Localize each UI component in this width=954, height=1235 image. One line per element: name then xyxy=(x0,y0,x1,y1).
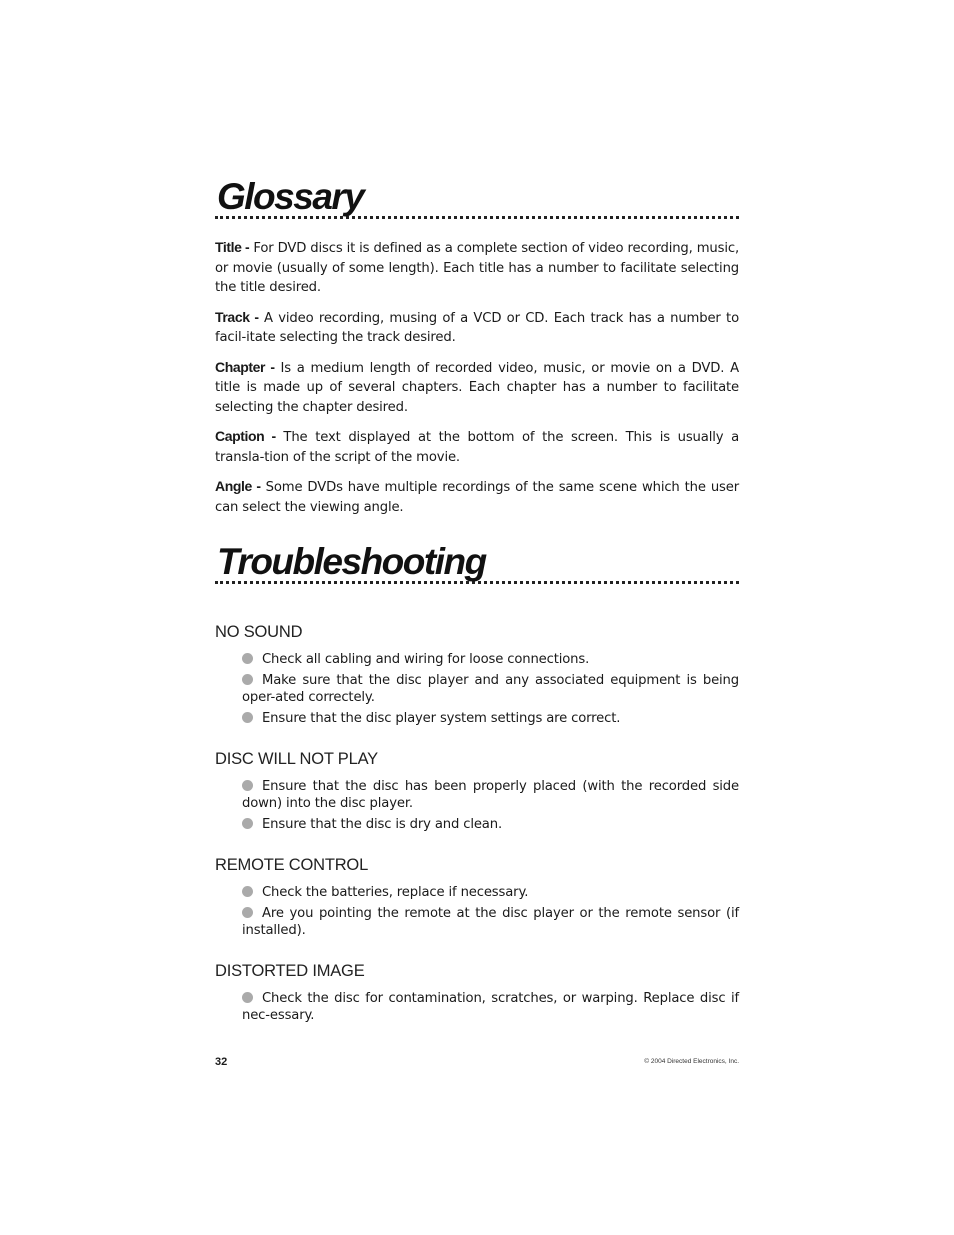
glossary-entry xyxy=(215,358,739,418)
page-footer xyxy=(215,1056,739,1072)
glossary-definition: Some DVDs have multiple recordings of the same scene which the user can select the viewing angle. xyxy=(215,480,739,515)
trouble-section-no-sound xyxy=(215,622,739,727)
trouble-section-title: REMOTE CONTROL xyxy=(215,856,369,874)
bullet-icon xyxy=(242,653,253,664)
list-item-text: Check the disc for contamination, scratches, or warping. Replace disc if nec-essary. xyxy=(242,991,739,1023)
glossary-term: Chapter - xyxy=(215,358,275,375)
glossary-entry xyxy=(215,308,739,348)
glossary-entry xyxy=(215,427,739,467)
list-item-text: Ensure that the disc has been properly placed (with the recorded side down) into the disc player. xyxy=(242,779,739,811)
trouble-bullet-list xyxy=(215,990,739,1024)
glossary-term: Caption - xyxy=(215,428,276,444)
glossary-entry xyxy=(215,477,739,517)
list-item xyxy=(242,990,739,1024)
troubleshooting-heading: Troubleshooting xyxy=(217,541,486,582)
list-item xyxy=(242,816,739,833)
trouble-section-title: NO SOUND xyxy=(215,623,303,641)
bullet-icon xyxy=(242,907,253,918)
trouble-bullet-list xyxy=(215,778,739,833)
trouble-section-remote-control xyxy=(215,855,739,939)
glossary-term: Angle - xyxy=(215,478,261,494)
bullet-icon xyxy=(242,886,253,897)
list-item-text: Ensure that the disc player system settings are correct. xyxy=(262,711,621,726)
trouble-section-title: DISTORTED IMAGE xyxy=(215,962,365,980)
list-item-text: Make sure that the disc player and any associated equipment is being oper-ated correctely. xyxy=(242,673,739,705)
list-item xyxy=(242,710,739,727)
list-item xyxy=(242,905,739,939)
list-item-text: Check all cabling and wiring for loose connections. xyxy=(262,652,590,667)
glossary-entry xyxy=(215,238,739,298)
trouble-bullet-list xyxy=(215,651,739,727)
bullet-icon xyxy=(242,818,253,829)
trouble-section-title: DISC WILL NOT PLAY xyxy=(215,750,378,768)
list-item xyxy=(242,672,739,706)
list-item xyxy=(242,778,739,812)
glossary-heading: Glossary xyxy=(217,176,364,217)
list-item xyxy=(242,651,739,668)
copyright-notice: © 2004 Directed Electronics, Inc. xyxy=(644,1058,739,1065)
trouble-section-disc-will-not-play xyxy=(215,749,739,833)
bullet-icon xyxy=(242,674,253,685)
page-number: 32 xyxy=(215,1056,228,1068)
glossary-definition: Is a medium length of recorded video, music, or movie on a DVD. A title is made up of several chapters. Each chapter has a number to facilitate selecting the chapter desired. xyxy=(215,360,739,415)
list-item-text: Are you pointing the remote at the disc player or the remote sensor (if installed). xyxy=(242,906,739,938)
glossary-term: Track - xyxy=(215,308,259,325)
glossary-list xyxy=(215,238,739,517)
glossary-definition: The text displayed at the bottom of the screen. This is usually a transla-tion of the script of the movie. xyxy=(215,430,739,465)
list-item-text: Check the batteries, replace if necessary. xyxy=(262,885,529,900)
trouble-bullet-list xyxy=(215,884,739,939)
glossary-definition: A video recording, musing of a VCD or CD. Each track has a number to facil-itate selecting the track desired. xyxy=(215,310,739,345)
list-item-text: Ensure that the disc is dry and clean. xyxy=(262,817,502,832)
troubleshooting-block xyxy=(215,543,739,1024)
bullet-icon xyxy=(242,712,253,723)
bullet-icon xyxy=(242,992,253,1003)
bullet-icon xyxy=(242,780,253,791)
glossary-term: Title - xyxy=(215,239,250,255)
trouble-section-distorted-image xyxy=(215,961,739,1024)
page-content xyxy=(215,178,739,1028)
glossary-definition: For DVD discs it is defined as a complete section of video recording, music, or movie (usually of some length). Each title has a number to facilitate selecting the title desired. xyxy=(215,241,740,295)
list-item xyxy=(242,884,739,901)
